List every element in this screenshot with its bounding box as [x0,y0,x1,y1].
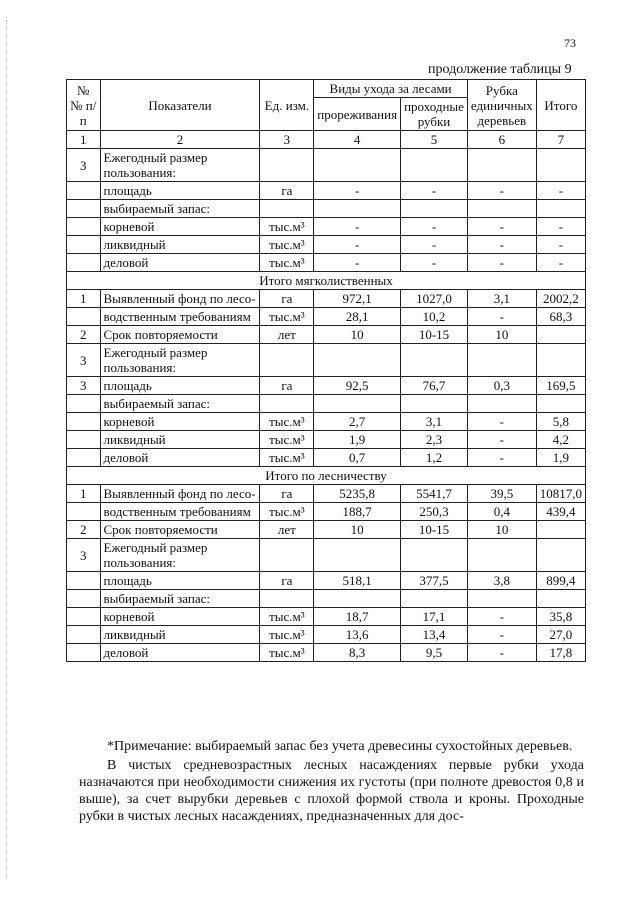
cell-unit: тыс.м³ [260,254,314,272]
cell-c6: - [467,626,536,644]
cell-c7: - [536,218,585,236]
table-row [67,236,586,254]
table-row [67,485,586,503]
column-index-row [67,131,586,149]
cell-num [67,218,101,236]
cell-c5: 1,2 [401,449,468,467]
cell-c6: - [467,413,536,431]
cell-c4: 92,5 [314,377,401,395]
header-num: № № п/п [67,80,101,131]
cell-unit: га [260,290,314,308]
cell-num [67,254,101,272]
cell-c7 [536,539,585,572]
cell-c7: 68,3 [536,308,585,326]
column-index-cell: 6 [467,131,536,149]
cell-c4: 10 [314,521,401,539]
cell-num: 3 [67,539,101,572]
cell-c7: 1,9 [536,449,585,467]
cell-c4: 28,1 [314,308,401,326]
cell-c6: - [467,308,536,326]
header-total: Итого [536,80,585,131]
cell-c4: 0,7 [314,449,401,467]
table-row [67,149,586,182]
cell-unit: лет [260,521,314,539]
cell-c6: - [467,449,536,467]
cell-c5 [401,200,468,218]
cell-c6: - [467,236,536,254]
table-row [67,626,586,644]
scan-margin-marks [6,20,8,880]
cell-c7: 35,8 [536,608,585,626]
cell-c6: 10 [467,521,536,539]
cell-unit: тыс.м³ [260,503,314,521]
header-passage-cuttings: проходные рубки [401,98,468,131]
table-row [67,395,586,413]
cell-num [67,644,101,662]
cell-c5: 17,1 [401,608,468,626]
table-row [67,344,586,377]
cell-c7: - [536,254,585,272]
cell-c6: 0,4 [467,503,536,521]
cell-c4 [314,395,401,413]
cell-c7 [536,521,585,539]
notes-block [79,738,584,825]
cell-c6: 3,8 [467,572,536,590]
table-row [67,326,586,344]
cell-c6 [467,395,536,413]
cell-unit: тыс.м³ [260,608,314,626]
cell-c5: 9,5 [401,644,468,662]
cell-num [67,308,101,326]
table-row [67,413,586,431]
cell-num [67,626,101,644]
cell-c4: 972,1 [314,290,401,308]
cell-c7: 17,8 [536,644,585,662]
cell-c4: 13,6 [314,626,401,644]
cell-c7: - [536,236,585,254]
cell-c7: 4,2 [536,431,585,449]
cell-unit: тыс.м³ [260,308,314,326]
cell-c5 [401,395,468,413]
cell-indicator: водственным требованиям [100,308,260,326]
table-row [67,182,586,200]
cell-c5: - [401,254,468,272]
cell-c6: - [467,182,536,200]
cell-num: 3 [67,149,101,182]
cell-unit [260,344,314,377]
cell-c7 [536,590,585,608]
cell-indicator: выбираемый запас: [100,395,260,413]
cell-c7: 899,4 [536,572,585,590]
table-row [67,503,586,521]
cell-indicator: Ежегодный размер пользования: [100,344,260,377]
cell-num: 2 [67,326,101,344]
cell-num [67,503,101,521]
cell-unit [260,539,314,572]
cell-num: 1 [67,485,101,503]
table-row [67,521,586,539]
cell-c5 [401,149,468,182]
cell-indicator: выбираемый запас: [100,590,260,608]
cell-indicator: площадь [100,572,260,590]
cell-c6: - [467,644,536,662]
cell-c6: 0,3 [467,377,536,395]
cell-indicator: площадь [100,182,260,200]
cell-unit [260,590,314,608]
cell-c4 [314,200,401,218]
cell-c6 [467,344,536,377]
cell-unit: га [260,182,314,200]
cell-unit [260,395,314,413]
cell-c7: 2002,2 [536,290,585,308]
cell-c4: - [314,218,401,236]
cell-c6: 39,5 [467,485,536,503]
cell-c4: - [314,236,401,254]
cell-unit: лет [260,326,314,344]
cell-unit: тыс.м³ [260,218,314,236]
cell-indicator: деловой [100,644,260,662]
cell-c5: - [401,218,468,236]
table-row [67,644,586,662]
body-paragraph: В чистых средневозрастных лесных насаждениях первые рубки ухода назначаются при необходимости снижения их густоты (при полноте древостоя 0,8 и выше), за счет вырубки деревьев с плохой формой ствола и кроны. Проходные рубки в чистых лесных насаждениях, предназначенных для дос- [79,758,584,824]
forest-care-table [66,79,586,662]
cell-num: 1 [67,290,101,308]
cell-num: 3 [67,377,101,395]
cell-c7: 5,8 [536,413,585,431]
column-index-cell: 3 [260,131,314,149]
cell-c7: 169,5 [536,377,585,395]
cell-c5: 1027,0 [401,290,468,308]
cell-num [67,395,101,413]
cell-c4: 518,1 [314,572,401,590]
header-unit: Ед. изм. [260,80,314,131]
cell-c5: 5541,7 [401,485,468,503]
section-header-row [67,467,586,485]
cell-unit: га [260,485,314,503]
cell-c4: 5235,8 [314,485,401,503]
cell-c5 [401,590,468,608]
cell-c5: 10-15 [401,326,468,344]
cell-unit: тыс.м³ [260,644,314,662]
cell-num [67,413,101,431]
cell-indicator: корневой [100,413,260,431]
cell-num [67,449,101,467]
cell-c4: 1,9 [314,431,401,449]
table-row [67,308,586,326]
cell-c6: - [467,608,536,626]
cell-c5: - [401,182,468,200]
cell-unit: га [260,572,314,590]
cell-indicator: площадь [100,377,260,395]
cell-indicator: Ежегодный размер пользования: [100,149,260,182]
cell-c6 [467,539,536,572]
cell-c5: 76,7 [401,377,468,395]
cell-c4: 188,7 [314,503,401,521]
cell-unit: тыс.м³ [260,449,314,467]
cell-indicator: корневой [100,608,260,626]
cell-c7: - [536,182,585,200]
table-row [67,290,586,308]
table-body [67,149,586,662]
cell-c4: 10 [314,326,401,344]
table-row [67,377,586,395]
header-indicator: Показатели [100,80,260,131]
table-row [67,539,586,572]
cell-c6 [467,149,536,182]
cell-num: 2 [67,521,101,539]
cell-c6: - [467,254,536,272]
cell-c6 [467,200,536,218]
column-index-cell: 7 [536,131,585,149]
cell-unit: тыс.м³ [260,626,314,644]
section-title: Итого мягколиственных [67,272,586,290]
cell-indicator: ликвидный [100,626,260,644]
cell-c6: 10 [467,326,536,344]
cell-c7 [536,395,585,413]
cell-num [67,572,101,590]
cell-indicator: ликвидный [100,431,260,449]
cell-indicator: Ежегодный размер пользования: [100,539,260,572]
section-title: Итого по лесничеству [67,467,586,485]
cell-c6: 3,1 [467,290,536,308]
cell-num [67,182,101,200]
table-header [67,80,586,149]
cell-c5 [401,344,468,377]
cell-c4 [314,344,401,377]
cell-c5 [401,539,468,572]
cell-c7: 27,0 [536,626,585,644]
table-row [67,590,586,608]
cell-num: 3 [67,344,101,377]
cell-num [67,431,101,449]
table-row [67,254,586,272]
cell-unit [260,200,314,218]
cell-indicator: Выявленный фонд по лесо- [100,485,260,503]
column-index-cell: 1 [67,131,101,149]
cell-indicator: корневой [100,218,260,236]
cell-c4 [314,590,401,608]
cell-c5: 10-15 [401,521,468,539]
cell-c4: 18,7 [314,608,401,626]
cell-unit: га [260,377,314,395]
cell-unit: тыс.м³ [260,431,314,449]
cell-indicator: Выявленный фонд по лесо- [100,290,260,308]
cell-c4: 8,3 [314,644,401,662]
cell-c6 [467,590,536,608]
section-header-row [67,272,586,290]
column-index-cell: 5 [401,131,468,149]
table-footnote: *Примечание: выбираемый запас без учета древесины сухостойных деревьев. [107,739,573,754]
cell-c4 [314,539,401,572]
cell-indicator: деловой [100,449,260,467]
cell-c5: - [401,236,468,254]
cell-c5: 10,2 [401,308,468,326]
table-row [67,218,586,236]
cell-num [67,236,101,254]
header-single-trees: Рубка единичных деревьев [467,80,536,131]
cell-c7: 439,4 [536,503,585,521]
cell-unit: тыс.м³ [260,236,314,254]
cell-num [67,608,101,626]
column-index-cell: 4 [314,131,401,149]
cell-c5: 250,3 [401,503,468,521]
cell-c4: - [314,254,401,272]
table-row [67,449,586,467]
cell-indicator: выбираемый запас: [100,200,260,218]
cell-c7 [536,149,585,182]
cell-unit [260,149,314,182]
cell-c7 [536,344,585,377]
cell-c4: - [314,182,401,200]
cell-c6: - [467,218,536,236]
table-row [67,608,586,626]
header-thinning: прореживания [314,98,401,131]
cell-unit: тыс.м³ [260,413,314,431]
table-row [67,572,586,590]
cell-num [67,590,101,608]
cell-c5: 13,4 [401,626,468,644]
column-index-cell: 2 [100,131,260,149]
cell-num [67,200,101,218]
cell-c5: 377,5 [401,572,468,590]
cell-c4: 2,7 [314,413,401,431]
cell-c7: 10817,0 [536,485,585,503]
cell-c4 [314,149,401,182]
cell-indicator: Срок повторяемости [100,521,260,539]
cell-c6: - [467,431,536,449]
page-number: 73 [564,36,576,50]
cell-c5: 2,3 [401,431,468,449]
cell-c5: 3,1 [401,413,468,431]
cell-indicator: водственным требованиям [100,503,260,521]
cell-c7 [536,326,585,344]
table-row [67,431,586,449]
header-care-types: Виды ухода за лесами [314,80,468,98]
cell-indicator: деловой [100,254,260,272]
table-row [67,200,586,218]
table-continuation-label: продолжение таблицы 9 [428,62,572,77]
cell-indicator: ликвидный [100,236,260,254]
cell-indicator: Срок повторяемости [100,326,260,344]
cell-c7 [536,200,585,218]
